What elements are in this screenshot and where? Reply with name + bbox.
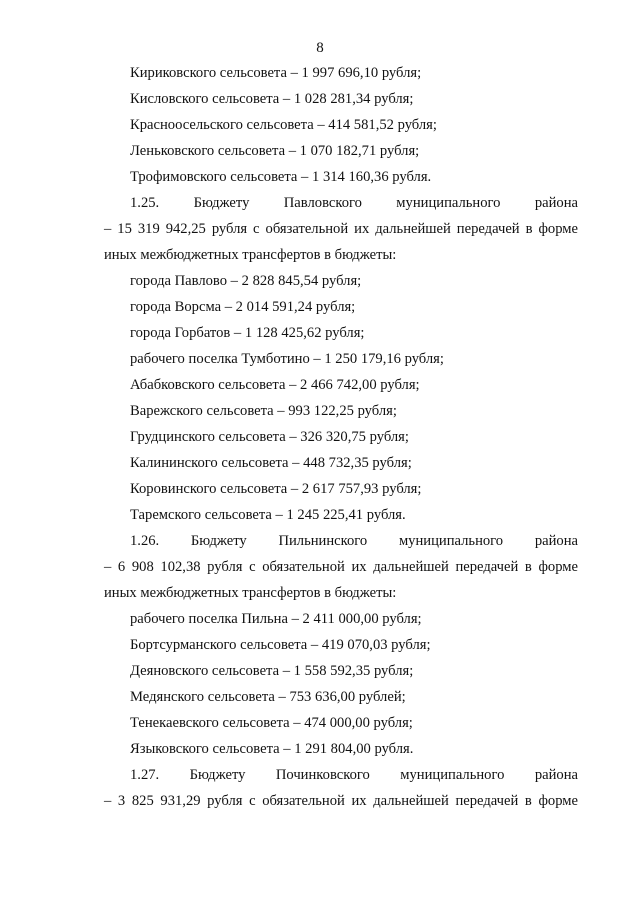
text-line: города Ворсма – 2 014 591,24 рубля; [130,299,356,315]
document-body [0,64,640,818]
text-line: Грудцинского сельсовета – 326 320,75 рубля; [130,429,409,445]
text-line: Коровинского сельсовета – 2 617 757,93 рубля; [130,481,422,497]
text-line: Трофимовского сельсовета – 1 314 160,36 рубля. [130,169,432,185]
text-line: города Горбатов – 1 128 425,62 рубля; [130,325,365,341]
text-line: Медянского сельсовета – 753 636,00 рублей; [130,689,406,705]
text-line: – 15 319 942,25 рубля с обязательной их дальнейшей передачей в форме [104,221,578,237]
text-line: 1.26. Бюджету Пильнинского муниципального района [130,533,578,549]
text-line: Калининского сельсовета – 448 732,35 рубля; [130,455,412,471]
text-line: рабочего поселка Пильна – 2 411 000,00 рубля; [130,611,422,627]
text-line: Красноосельского сельсовета – 414 581,52 рубля; [130,117,437,133]
text-line: Кириковского сельсовета – 1 997 696,10 рубля; [130,65,422,81]
page-number: 8 [316,40,324,56]
text-line: города Павлово – 2 828 845,54 рубля; [130,273,362,289]
text-line: – 3 825 931,29 рубля с обязательной их дальнейшей передачей в форме [104,793,578,809]
text-line: Таремского сельсовета – 1 245 225,41 рубля. [130,507,406,523]
text-line: – 6 908 102,38 рубля с обязательной их дальнейшей передачей в форме [104,559,578,575]
text-line: 1.27. Бюджету Починковского муниципального района [130,767,578,783]
text-line: Языковского сельсовета – 1 291 804,00 рубля. [130,741,414,757]
text-line: иных межбюджетных трансфертов в бюджеты: [104,585,397,601]
text-line: 1.25. Бюджету Павловского муниципального района [130,195,578,211]
text-line: Деяновского сельсовета – 1 558 592,35 рубля; [130,663,414,679]
text-line: иных межбюджетных трансфертов в бюджеты: [104,247,397,263]
text-line: рабочего поселка Тумботино – 1 250 179,16 рубля; [130,351,444,367]
text-line: Абабковского сельсовета – 2 466 742,00 рубля; [130,377,420,393]
text-line: Кисловского сельсовета – 1 028 281,34 рубля; [130,91,414,107]
text-line: Тенекаевского сельсовета – 474 000,00 рубля; [130,715,413,731]
text-line: Варежского сельсовета – 993 122,25 рубля; [130,403,397,419]
text-line: Леньковского сельсовета – 1 070 182,71 рубля; [130,143,420,159]
text-line: Бортсурманского сельсовета – 419 070,03 рубля; [130,637,431,653]
